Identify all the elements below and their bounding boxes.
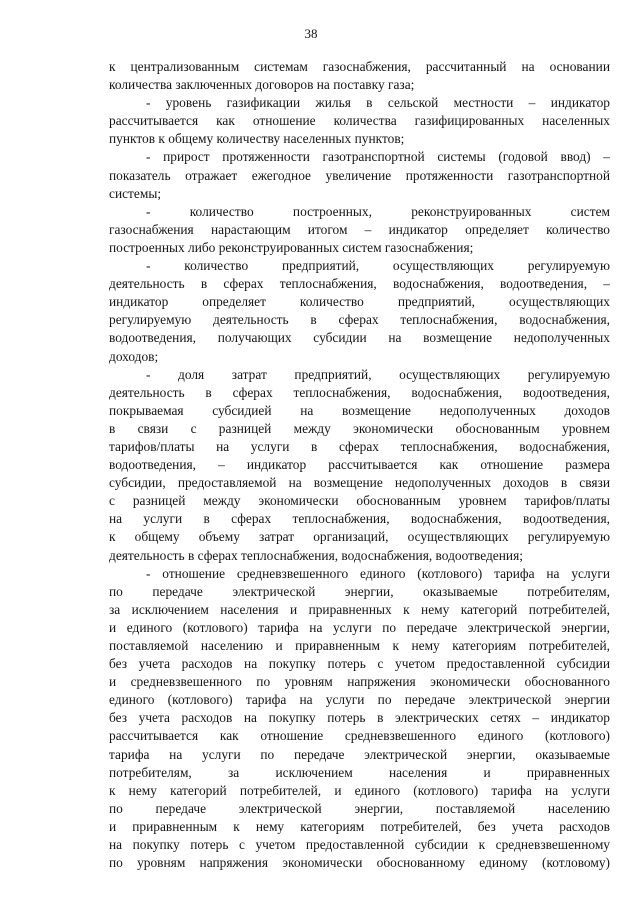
text-line: к централизованным системам газоснабжения, рассчитанный на основании <box>109 59 610 74</box>
text-line: без учета расходов на покупку потерь с учетом предоставленной субсидии <box>109 656 610 672</box>
text-line: за исключением населения и приравненных к нему категорий потребителей, <box>109 601 610 617</box>
text-line: рассчитывается как отношение средневзвешенного единого (котлового) <box>109 728 610 744</box>
text-line: - уровень газификации жилья в сельской местности – индикатор <box>146 95 610 111</box>
text-line: - количество предприятий, осуществляющих регулируемую <box>146 258 610 274</box>
text-line: тарифов/платы на услуги в сферах теплоснабжения, водоснабжения, <box>109 438 610 454</box>
text-line: - прирост протяженности газотранспортной системы (годовой ввод) – <box>146 149 610 165</box>
text-line: деятельность в сферах теплоснабжения, водоснабжения, водоотведения; <box>109 547 523 563</box>
text-line: единого (котлового) тарифа на услуги по передаче электрической энергии <box>109 692 610 708</box>
text-line: газоснабжения нарастающим итогом – индикатор определяет количество <box>109 221 610 237</box>
text-line: тарифа на услуги по передаче электрической энергии, оказываемые <box>109 746 610 762</box>
document-body <box>109 58 610 872</box>
text-line: рассчитывается как отношение количества газифицированных населенных <box>109 113 610 129</box>
text-line: - доля затрат предприятий, осуществляющих регулируемую <box>146 366 610 382</box>
text-line: водоотведения, получающих субсидии на возмещение недополученных <box>109 330 610 346</box>
text-line: и средневзвешенного по уровням напряжения экономически обоснованного <box>109 674 610 690</box>
text-line: с разницей между экономически обоснованным уровнем тарифов/платы <box>109 493 610 509</box>
text-line: и единого (котлового) тарифа на услуги по передаче электрической энергии, <box>109 619 610 635</box>
text-line: по передаче электрической энергии, поставляемой населению <box>109 800 610 816</box>
text-line: количества заключенных договоров на поставку газа; <box>109 77 415 93</box>
text-line: к общему объему затрат организаций, осуществляющих регулируемую <box>109 529 610 545</box>
text-line: на покупку потерь с учетом предоставленной субсидии к средневзвешенному <box>109 837 610 853</box>
text-line: покрываемая субсидией на возмещение недополученных доходов <box>109 402 610 418</box>
text-line: и приравненным к нему категориям потребителей, без учета расходов <box>109 818 610 834</box>
text-line: деятельность в сферах теплоснабжения, водоснабжения, водоотведения, – <box>109 276 610 292</box>
text-line: показатель отражает ежегодное увеличение протяженности газотранспортной <box>109 167 610 183</box>
text-line: пунктов к общему количеству населенных пунктов; <box>109 131 405 147</box>
text-line: доходов; <box>109 348 159 364</box>
text-line: потребителям, за исключением населения и приравненных <box>109 764 610 780</box>
text-line: по передаче электрической энергии, оказываемые потребителям, <box>109 583 610 599</box>
text-line: субсидии, предоставляемой на возмещение недополученных доходов в связи <box>109 475 610 491</box>
text-line: без учета расходов на покупку потерь в электрических сетях – индикатор <box>109 710 610 726</box>
text-line: деятельность в сферах теплоснабжения, водоснабжения, водоотведения, <box>109 384 610 400</box>
text-line: системы; <box>109 185 162 201</box>
text-line: водоотведения, – индикатор рассчитывается как отношение размера <box>109 457 610 473</box>
text-line: регулируемую деятельность в сферах теплоснабжения, водоснабжения, <box>109 312 610 328</box>
text-line: поставляемой населению и приравненным к нему категориям потребителей, <box>109 638 610 653</box>
text-line: - количество построенных, реконструированных систем <box>146 203 610 219</box>
text-line: к нему категорий потребителей, и единого (котлового) тарифа на услуги <box>109 782 610 798</box>
text-line: на услуги в сферах теплоснабжения, водоснабжения, водоотведения, <box>109 511 610 527</box>
page-number: 38 <box>304 26 318 41</box>
text-line: по уровням напряжения экономически обоснованному единому (котловому) <box>109 855 610 871</box>
text-line: индикатор определяет количество предприятий, осуществляющих <box>109 294 610 310</box>
text-line: построенных либо реконструированных систем газоснабжения; <box>109 239 474 255</box>
text-line: - отношение средневзвешенного единого (котлового) тарифа на услуги <box>146 565 610 581</box>
text-line: в связи с разницей между экономически обоснованным уровнем <box>109 420 610 436</box>
